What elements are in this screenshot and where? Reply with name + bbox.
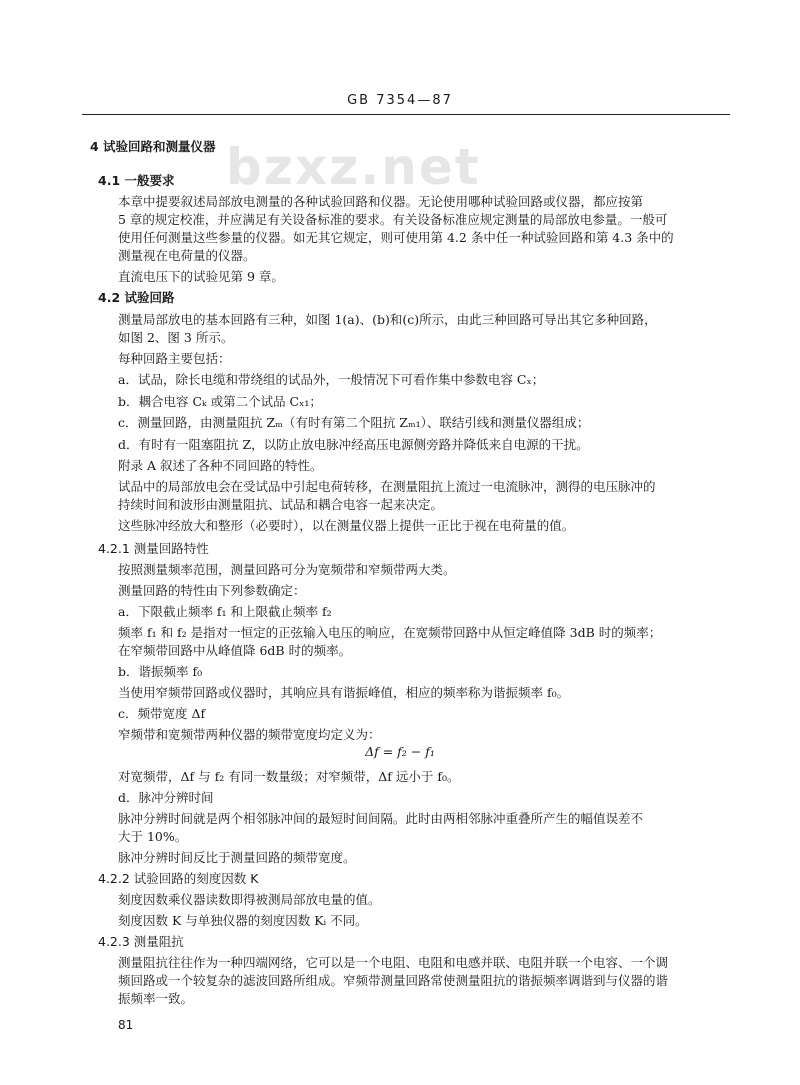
watermark: bzxz.net [226,138,481,196]
text-line: 大于 10%。 [118,829,188,844]
bandwidth-formula: Δf = f₂ − f₁ [365,744,435,759]
header-rule [82,114,730,115]
text-line: 测量回路的特性由下列参数确定： [118,583,306,598]
text-line: 脉冲分辨时间就是两个相邻脉冲间的最短时间间隔。此时由两相邻脉冲重叠所产生的幅值误差不 [118,811,644,826]
text-line: 附录 A 叙述了各种不同回路的特性。 [118,458,323,473]
text-line: 这些脉冲经放大和整形（必要时），以在测量仪器上提供一正比于视在电荷量的值。 [118,518,575,533]
list-item: b．谐振频率 f₀ [118,664,203,679]
text-line: 频率 f₁ 和 f₂ 是指对一恒定的正弦输入电压的响应，在宽频带回路中从恒定峰值降 3dB 时的频率； [118,625,662,640]
text-line: 刻度因数 K 与单独仪器的刻度因数 Kᵢ 不同。 [118,913,368,928]
text-line: 对宽频带，Δf 与 f₂ 有同一数量级；对窄频带，Δf 远小于 f₀。 [118,769,460,784]
text-line: 每种回路主要包括： [118,351,231,366]
text-line: 使用任何测量这些参量的仪器。如无其它规定，则可使用第 4.2 条中任一种试验回路和第 4.3 条中的 [118,230,674,245]
text-line: 试品中的局部放电会在受试品中引起电荷转移，在测量阻抗上流过一电流脉冲，测得的电压脉冲的 [118,479,656,494]
list-item: a．试品，除长电缆和带绕组的试品外，一般情况下可看作集中参数电容 Cₓ； [118,372,545,387]
text-line: 当使用窄频带回路或仪器时，其响应具有谐振峰值，相应的频率称为谐振频率 f₀。 [118,685,570,700]
text-line: 脉冲分辨时间反比于测量回路的频带宽度。 [118,850,356,865]
text-line: 测量阻抗往往作为一种四端网络，它可以是一个电阻、电阻和电感并联、电阻并联一个电容、一个调 [118,955,669,970]
text-line: 本章中提要叙述局部放电测量的各种试验回路和仪器。无论使用哪种试验回路或仪器，都应按第 [118,194,644,209]
text-line: 振频率一致。 [118,991,194,1006]
section-heading: 4.2.2 试验回路的刻度因数 K [98,871,259,886]
text-line: 测量局部放电的基本回路有三种，如图 1(a)、(b)和(c)所示，由此三种回路可导出其它多种回路， [118,312,657,327]
list-item: d．脉冲分辨时间 [118,790,214,805]
page-number: 81 [118,1018,134,1032]
section-heading: 4 试验回路和测量仪器 [90,139,216,154]
text-line: 窄频带和宽频带两种仪器的频带宽度均定义为： [118,727,381,742]
list-item: d．有时有一阻塞阻抗 Z，以防止放电脉冲经高压电源侧旁路并降低来自电源的干扰。 [118,437,589,452]
section-heading: 4.2.1 测量回路特性 [98,541,209,556]
section-heading: 4.2.3 测量阻抗 [98,934,184,949]
text-line: 按照测量频率范围，测量回路可分为宽频带和窄频带两大类。 [118,562,456,577]
standard-header: GB 7354—87 [347,93,453,108]
text-line: 在窄频带回路中从峰值降 6dB 时的频率。 [118,643,352,658]
list-item: c．测量回路，由测量阻抗 Zₘ（有时有第二个阻抗 Zₘ₁）、联结引线和测量仪器组成； [118,415,590,430]
section-heading: 4.2 试验回路 [98,290,175,305]
list-item: a．下限截止频率 f₁ 和上限截止频率 f₂ [118,604,332,619]
text-line: 频回路或一个较复杂的滤波回路所组成。窄频带测量回路常使测量阻抗的谐振频率调谐到与仪器的谐 [118,973,669,988]
text-line: 如图 2、图 3 所示。 [118,330,234,345]
text-line: 刻度因数乘仪器读数即得被测局部放电量的值。 [118,892,381,907]
text-line: 测量视在电荷量的仪器。 [118,248,256,263]
list-item: c．频带宽度 Δf [118,706,206,721]
text-line: 直流电压下的试验见第 9 章。 [118,269,284,284]
list-item: b．耦合电容 Cₖ 或第二个试品 Cₓ₁； [118,394,322,409]
text-line: 持续时间和波形由测量阻抗、试品和耦合电容一起来决定。 [118,497,444,512]
text-line: 5 章的规定校准，并应满足有关设备标准的要求。有关设备标准应规定测量的局部放电参量。一般可 [118,212,668,227]
section-heading: 4.1 一般要求 [98,173,175,188]
